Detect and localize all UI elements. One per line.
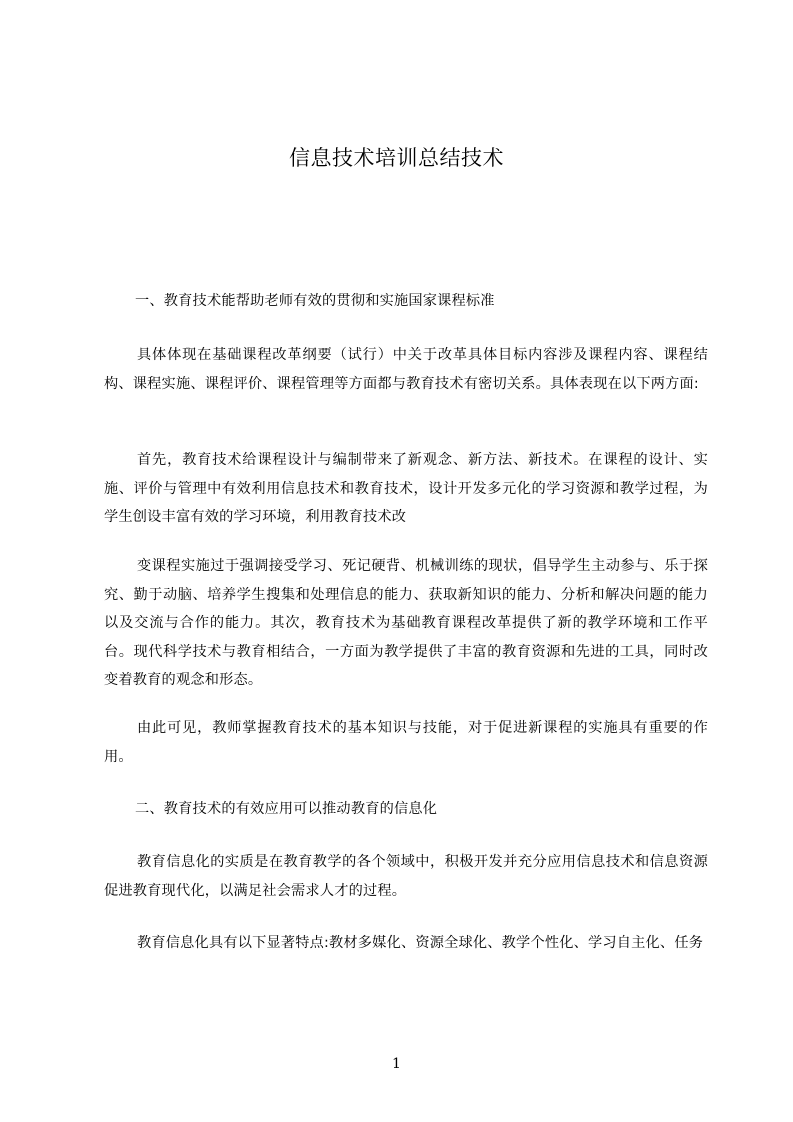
- section-heading-1: 一、教育技术能帮助老师有效的贯彻和实施国家课程标准: [135, 293, 495, 309]
- document-title: 信息技术培训总结技术: [289, 146, 504, 170]
- page-number: 1: [392, 1056, 401, 1072]
- paragraph-first-point: 首先，教育技术给课程设计与编制带来了新观念、新方法、新技术。在课程的设计、实施、评价与管理中有效利用信息技术和教育技术，设计开发多元化的学习资源和教学过程，为学生创设丰富有效的学习环境，利用教育技术改: [104, 452, 708, 525]
- paragraph-informatization-essence: 教育信息化的实质是在教育教学的各个领域中，积极开发并充分应用信息技术和信息资源促进教育现代化，以满足社会需求人才的过程。: [104, 854, 708, 899]
- paragraph-curriculum-reform: 具体体现在基础课程改革纲要（试行）中关于改革具体目标内容涉及课程内容、课程结构、课程实施、课程评价、课程管理等方面都与教育技术有密切关系。具体表现在以下两方面:: [104, 347, 708, 392]
- paragraph-conclusion: 由此可见，教师掌握教育技术的基本知识与技能，对于促进新课程的实施具有重要的作用。: [104, 720, 708, 765]
- paragraph-informatization-features: 教育信息化具有以下显著特点:教材多媒化、资源全球化、教学个性化、学习自主化、任务: [137, 935, 704, 951]
- section-heading-2: 二、教育技术的有效应用可以推动教育的信息化: [135, 801, 438, 817]
- paragraph-change-curriculum: 变课程实施过于强调接受学习、死记硬背、机械训练的现状，倡导学生主动参与、乐于探究、勤于动脑、培养学生搜集和处理信息的能力、获取新知识的能力、分析和解决问题的能力以及交流与合作的能力。其次，教育技术为基础教育课程改革提供了新的教学环境和工作平台。现代科学技术与教育相结合，一方面为教学提供了丰富的教育资源和先进的工具，同时改变着教育的观念和形态。: [104, 558, 708, 688]
